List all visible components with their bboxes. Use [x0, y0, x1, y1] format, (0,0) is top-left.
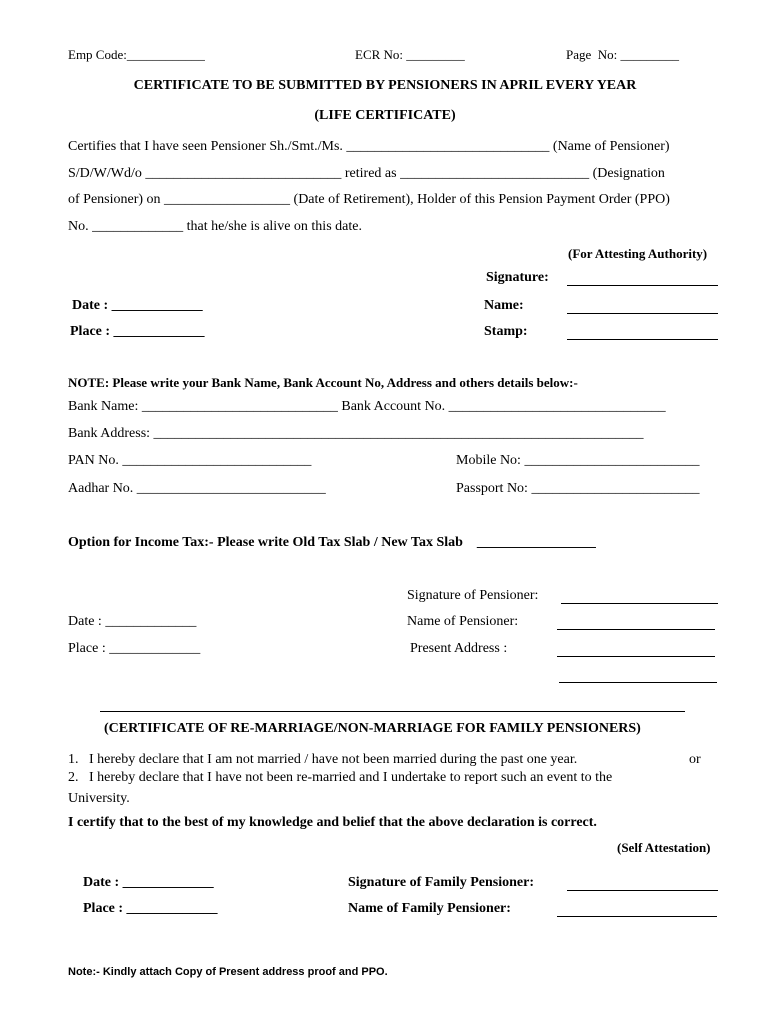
authority-signature-label: Signature: [486, 270, 549, 285]
pensioner-signature-label: Signature of Pensioner: [407, 588, 539, 603]
declaration-2: 2. I hereby declare that I have not been re-married and I undertake to report such an event to the [68, 770, 613, 785]
family-date-field: Date : _____________ [83, 875, 214, 890]
certify-line-3: of Pensioner) on __________________ (Date of Retirement), Holder of this Pension Payment Order (PPO) [68, 192, 670, 207]
income-tax-option: Option for Income Tax:- Please write Old Tax Slab / New Tax Slab _________________ [68, 535, 596, 550]
pensioner-signature-line [561, 603, 718, 604]
authority-name-line [567, 313, 718, 314]
bank-address-field: Bank Address: ______________________________________________________________________ [68, 426, 644, 441]
family-name-line [557, 916, 717, 917]
pensioner-date-field: Date : _____________ [68, 614, 197, 629]
authority-signature-line [567, 285, 718, 286]
pan-field: PAN No. ___________________________ [68, 453, 312, 468]
family-place-field: Place : _____________ [83, 901, 218, 916]
family-name-label: Name of Family Pensioner: [348, 901, 511, 916]
pensioner-name-line [557, 629, 715, 630]
family-signature-label: Signature of Family Pensioner: [348, 875, 535, 890]
form-title: CERTIFICATE TO BE SUBMITTED BY PENSIONERS IN APRIL EVERY YEAR [133, 78, 637, 93]
pensioner-name-label: Name of Pensioner: [407, 614, 519, 629]
authority-place-field: Place : _____________ [70, 324, 205, 339]
certify-line-2: S/D/W/Wd/o ____________________________ retired as ___________________________ (Designation [68, 166, 665, 181]
passport-field: Passport No: ________________________ [456, 481, 700, 496]
pensioner-address-line-2 [559, 682, 717, 683]
pensioner-address-label: Present Address : [410, 641, 508, 656]
bank-name-field: Bank Name: ____________________________ Bank Account No. _______________________________ [68, 399, 666, 414]
aadhar-field: Aadhar No. ___________________________ [68, 481, 326, 496]
declaration-2-continued: University. [68, 791, 130, 806]
authority-stamp-label: Stamp: [484, 324, 528, 339]
pensioner-address-line-1 [557, 656, 715, 657]
remarriage-title: (CERTIFICATE OF RE-MARRIAGE/NON-MARRIAGE FOR FAMILY PENSIONERS) [104, 721, 641, 736]
emp-code-field: Emp Code:____________ [68, 47, 205, 62]
certify-line-1: Certifies that I have seen Pensioner Sh./Smt./Ms. _____________________________ (Name of Pensioner) [68, 139, 670, 154]
authority-name-label: Name: [484, 298, 524, 313]
form-subtitle: (LIFE CERTIFICATE) [314, 108, 456, 123]
bank-note: NOTE: Please write your Bank Name, Bank Account No, Address and others details below:- [68, 375, 578, 390]
pensioner-place-field: Place : _____________ [68, 641, 201, 656]
family-signature-line [567, 890, 718, 891]
ecr-no-field: ECR No: _________ [355, 47, 465, 62]
declaration-1: 1. I hereby declare that I am not married / have not been married during the past one year. [68, 752, 578, 767]
authority-date-field: Date : _____________ [72, 298, 203, 313]
certify-statement: I certify that to the best of my knowledge and belief that the above declaration is correct. [68, 815, 597, 830]
mobile-field: Mobile No: _________________________ [456, 453, 700, 468]
declaration-or: or [689, 752, 701, 767]
authority-stamp-line [567, 339, 718, 340]
page-no-field: Page No: _________ [566, 47, 680, 62]
attesting-authority-label: (For Attesting Authority) [568, 246, 708, 261]
section-divider [100, 711, 685, 712]
certify-line-4: No. _____________ that he/she is alive on this date. [68, 219, 362, 234]
self-attestation-label: (Self Attestation) [617, 840, 711, 855]
footer-note: Note:- Kindly attach Copy of Present address proof and PPO. [68, 966, 388, 978]
